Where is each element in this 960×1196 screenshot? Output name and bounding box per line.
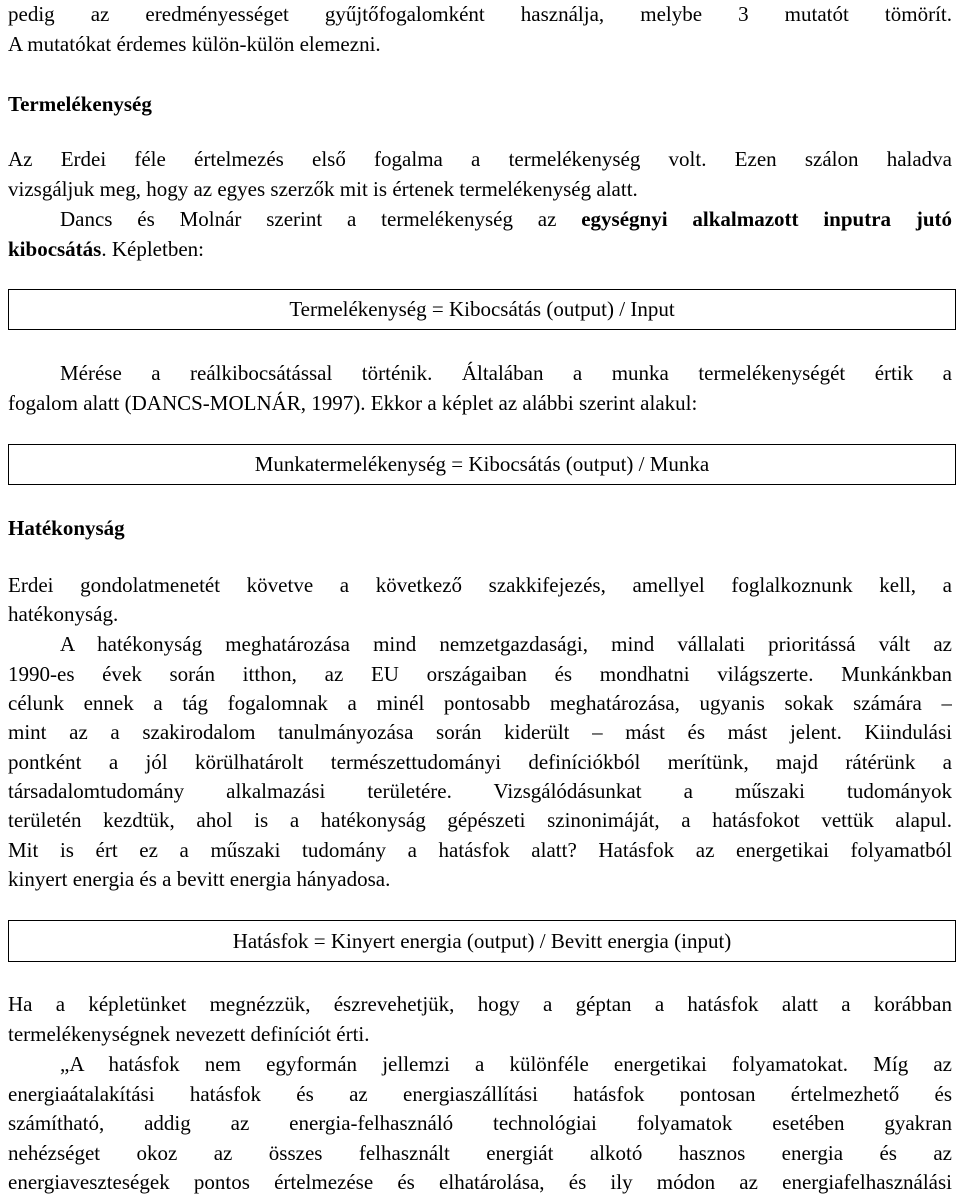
hatekonysag-p4-line-2: energiaátalakítási hatásfok és az energiaszállítási hatásfok pontosan értelmezhető és	[8, 1082, 952, 1106]
termelekenyseg-p1-line-1: Az Erdei féle értelmezés első fogalma a termelékenység volt. Ezen szálon haladva	[8, 147, 952, 171]
p2-bold-kibocsatas: kibocsátás	[8, 237, 102, 261]
hatekonysag-p4-line-3: számítható, addig az energia-felhasználó technológiai folyamatok esetében gyakran	[8, 1111, 952, 1135]
heading-hatekonysag: Hatékonyság	[8, 516, 125, 540]
formula-hatasfok-box	[8, 920, 956, 962]
hatekonysag-p2-line-8: Mit is ért ez a műszaki tudomány a hatásfok alatt? Hatásfok az energetikai folyamatból	[8, 838, 952, 862]
hatekonysag-p2-line-9: kinyert energia és a bevitt energia hányadosa.	[8, 867, 391, 891]
p2-plain-text: Dancs és Molnár szerint a termelékenység az	[60, 207, 582, 231]
intro-line-1: pedig az eredményességet gyűjtőfogalomként használja, melybe 3 mutatót tömörít.	[8, 2, 952, 26]
heading-termelekenyseg: Termelékenység	[8, 92, 152, 116]
hatekonysag-p2-line-1: A hatékonyság meghatározása mind nemzetgazdasági, mind vállalati prioritássá vált az	[60, 632, 952, 656]
termelekenyseg-p1-line-2: vizsgáljuk meg, hogy az egyes szerzők mit is értenek termelékenység alatt.	[8, 177, 638, 201]
intro-line-2: A mutatókat érdemes külön-külön elemezni.	[8, 32, 381, 56]
termelekenyseg-p2-line-2	[8, 235, 952, 263]
formula-munkatermelekenyseg: Munkatermelékenység = Kibocsátás (output) / Munka	[254, 452, 710, 476]
hatekonysag-p4-line-5: energiaveszteségek pontos értelmezése és elhatárolása, és ily módon az energiafelhasználási	[8, 1170, 952, 1194]
formula-munkatermelekenyseg-box	[8, 444, 956, 485]
formula-termelekenyseg: Termelékenység = Kibocsátás (output) / Input	[289, 297, 675, 321]
hatekonysag-p2-line-2: 1990-es évek során itthon, az EU országaiban és mondhatni világszerte. Munkánkban	[8, 662, 952, 686]
hatekonysag-p1-line-2: hatékonyság.	[8, 602, 119, 626]
termelekenyseg-p3-line-2: fogalom alatt (DANCS-MOLNÁR, 1997). Ekkor a képlet az alábbi szerint alakul:	[8, 391, 698, 415]
hatekonysag-p2-line-7: területén kezdtük, ahol is a hatékonyság gépészeti szinonimáját, a hatásfokot vettük alapul.	[8, 808, 952, 832]
hatekonysag-p3-line-2: termelékenységnek nevezett definíciót érti.	[8, 1022, 370, 1046]
p2-bold-text: egységnyi alkalmazott inputra jutó	[581, 207, 952, 231]
hatekonysag-p2-line-3: célunk ennek a tág fogalomnak a minél pontosabb meghatározása, ugyanis sokak számára –	[8, 691, 952, 715]
hatekonysag-p2-line-6: társadalomtudomány alkalmazási területére. Vizsgálódásunkat a műszaki tudományok	[8, 779, 952, 803]
termelekenyseg-p2-line-1	[60, 205, 952, 233]
termelekenyseg-p3-line-1: Mérése a reálkibocsátással történik. Általában a munka termelékenységét értik a	[60, 361, 952, 385]
formula-hatasfok: Hatásfok = Kinyert energia (output) / Bevitt energia (input)	[232, 929, 732, 953]
hatekonysag-p4-line-4: nehézséget okoz az összes felhasznált energiát alkotó hasznos energia és az	[8, 1141, 952, 1165]
p2-kepletben: . Képletben:	[101, 237, 204, 261]
hatekonysag-p2-line-5: pontként a jól körülhatárolt természettudományi definíciókból merítünk, majd rátérünk a	[8, 750, 952, 774]
formula-termelekenyseg-box	[8, 289, 956, 330]
hatekonysag-p2-line-4: mint az a szakirodalom tanulmányozása során kiderült – mást és mást jelent. Kiindulási	[8, 720, 952, 744]
hatekonysag-p1-line-1: Erdei gondolatmenetét követve a következő szakkifejezés, amellyel foglalkoznunk kell, a	[8, 573, 952, 597]
hatekonysag-p3-line-1: Ha a képletünket megnézzük, észrevehetjük, hogy a géptan a hatásfok alatt a korábban	[8, 992, 952, 1016]
hatekonysag-p4-line-1: „A hatásfok nem egyformán jellemzi a különféle energetikai folyamatokat. Míg az	[60, 1052, 952, 1076]
